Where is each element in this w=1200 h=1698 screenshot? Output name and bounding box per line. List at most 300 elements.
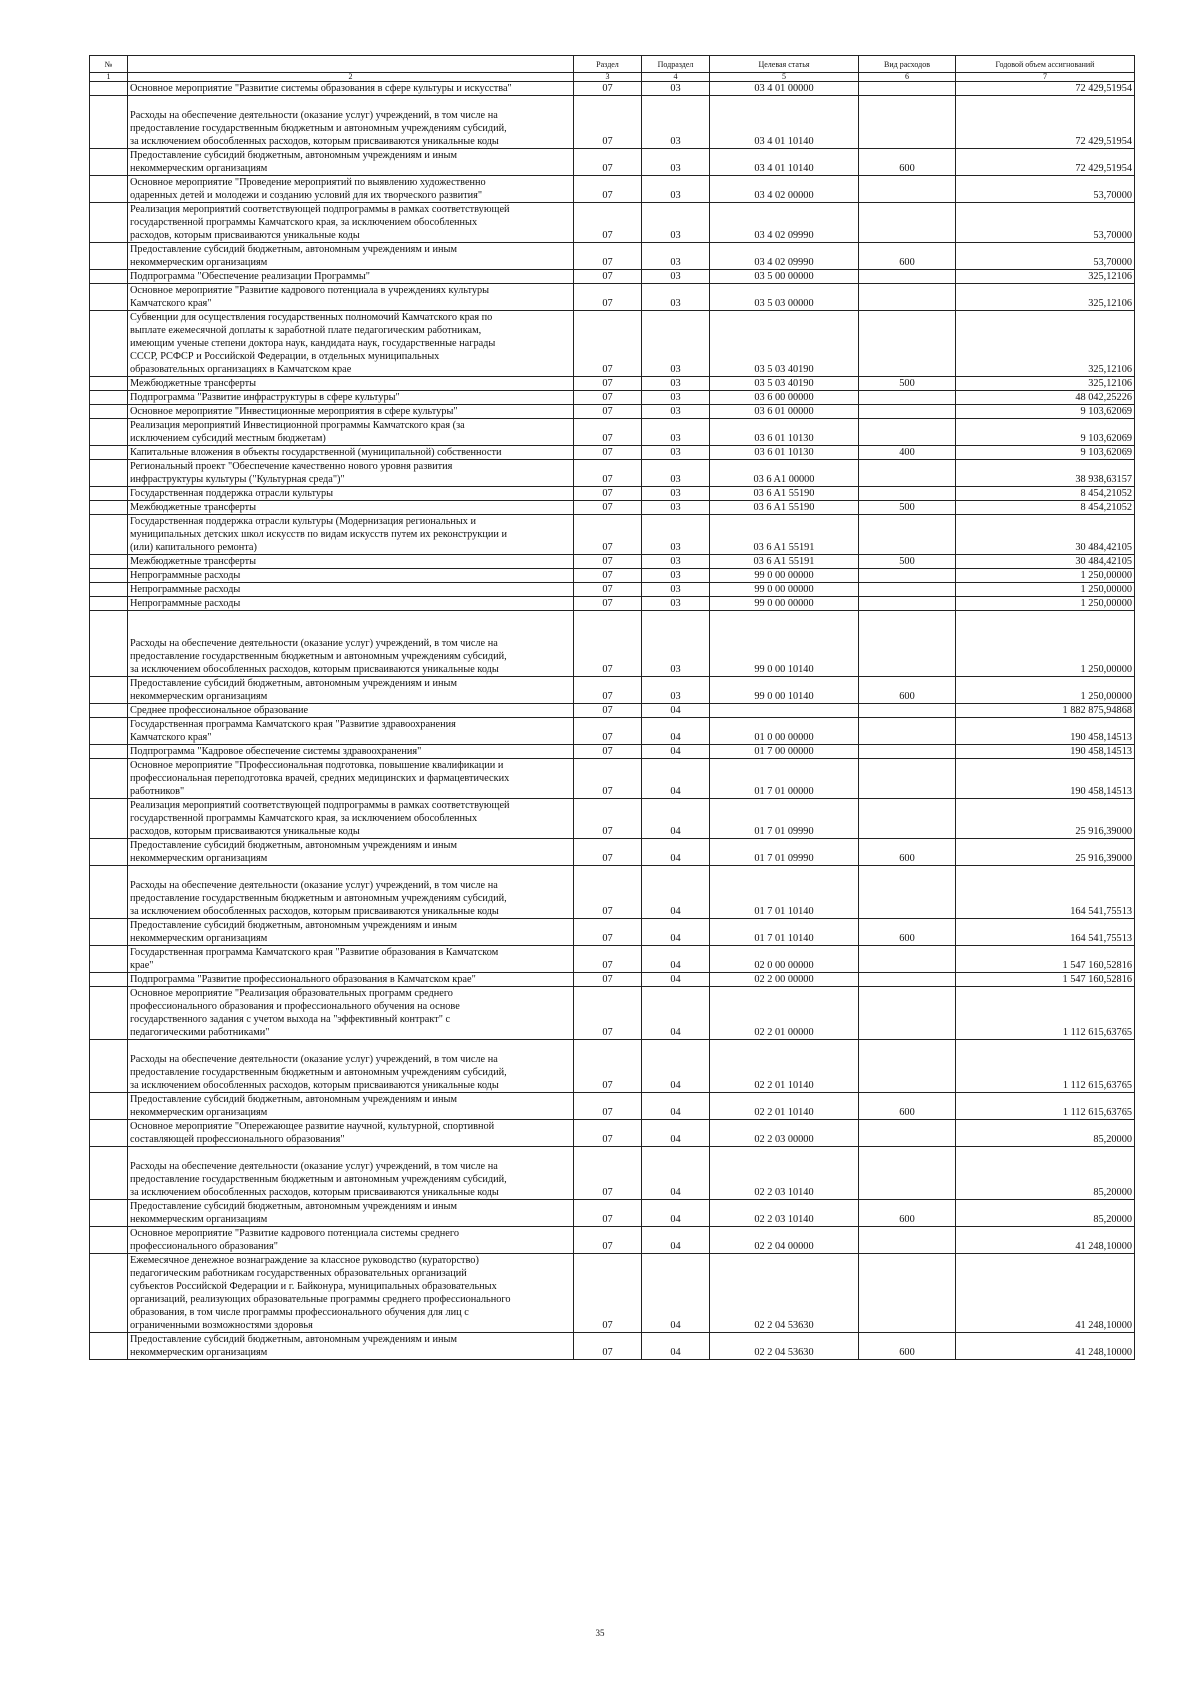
amount-cell: 1 547 160,52816 [956,973,1135,987]
expense-name-cell: Межбюджетные трансферты [128,501,574,515]
table-row [90,311,1135,377]
expense-type-cell: 600 [859,1093,956,1120]
razdel-cell: 07 [574,555,642,569]
table-row [90,1254,1135,1333]
table-row [90,555,1135,569]
expense-type-cell: 500 [859,377,956,391]
table-row [90,704,1135,718]
target-article-cell: 02 2 04 00000 [710,1227,859,1254]
expense-name-cell: Основное мероприятие "Инвестиционные мероприятия в сфере культуры" [128,405,574,419]
podrazdel-cell: 03 [642,501,710,515]
row-number-cell [90,987,128,1040]
target-article-cell: 02 2 04 53630 [710,1254,859,1333]
table-row [90,839,1135,866]
amount-cell: 9 103,62069 [956,446,1135,460]
target-article-cell: 03 6 A1 55190 [710,501,859,515]
table-row [90,759,1135,799]
expense-type-cell: 600 [859,243,956,270]
row-number-cell [90,1147,128,1200]
expense-name-cell: Капитальные вложения в объекты государственной (муниципальной) собственности [128,446,574,460]
amount-cell: 1 547 160,52816 [956,946,1135,973]
razdel-cell: 07 [574,1040,642,1093]
podrazdel-cell: 03 [642,203,710,243]
podrazdel-cell: 04 [642,1093,710,1120]
column-number: 6 [859,73,956,82]
target-article-cell: 03 6 01 00000 [710,405,859,419]
table-row [90,919,1135,946]
amount-cell: 1 112 615,63765 [956,1093,1135,1120]
target-article-cell: 02 2 01 10140 [710,1040,859,1093]
amount-cell: 53,70000 [956,203,1135,243]
expense-type-cell [859,866,956,919]
column-number: 1 [90,73,128,82]
row-number-cell [90,391,128,405]
podrazdel-cell: 04 [642,1254,710,1333]
row-number-cell [90,1040,128,1093]
target-article-cell: 03 6 A1 55190 [710,487,859,501]
table-row [90,270,1135,284]
amount-cell: 164 541,75513 [956,919,1135,946]
row-number-cell [90,405,128,419]
razdel-cell: 07 [574,987,642,1040]
amount-cell: 8 454,21052 [956,501,1135,515]
razdel-cell: 07 [574,611,642,677]
expense-name-cell: Предоставление субсидий бюджетным, автономным учреждениям и иным некоммерческим организациям [128,243,574,270]
podrazdel-cell: 03 [642,391,710,405]
expense-type-cell: 500 [859,555,956,569]
expense-type-cell [859,1120,956,1147]
razdel-cell: 07 [574,311,642,377]
table-row [90,487,1135,501]
razdel-cell: 07 [574,1227,642,1254]
amount-cell: 1 112 615,63765 [956,1040,1135,1093]
row-number-cell [90,611,128,677]
amount-cell: 164 541,75513 [956,866,1135,919]
amount-cell: 1 250,00000 [956,597,1135,611]
expense-type-cell [859,1040,956,1093]
expense-type-cell [859,460,956,487]
podrazdel-cell: 04 [642,973,710,987]
header-target: Целевая статья [710,56,859,73]
target-article-cell: 01 7 01 00000 [710,759,859,799]
podrazdel-cell: 03 [642,176,710,203]
table-row [90,1147,1135,1200]
amount-cell: 1 250,00000 [956,677,1135,704]
table-row [90,82,1135,96]
amount-cell: 1 250,00000 [956,583,1135,597]
expense-type-cell [859,270,956,284]
podrazdel-cell: 04 [642,919,710,946]
amount-cell: 325,12106 [956,377,1135,391]
row-number-cell [90,96,128,149]
target-article-cell: 03 6 A1 55191 [710,555,859,569]
expense-type-cell [859,515,956,555]
expense-name-cell: Основное мероприятие "Проведение мероприятий по выявлению художественно одаренных детей и молодежи и созданию условий для их творческого развития" [128,176,574,203]
row-number-cell [90,311,128,377]
expense-type-cell: 400 [859,446,956,460]
target-article-cell: 03 5 03 00000 [710,284,859,311]
expense-name-cell: Среднее профессиональное образование [128,704,574,718]
podrazdel-cell: 03 [642,515,710,555]
row-number-cell [90,377,128,391]
podrazdel-cell: 04 [642,1333,710,1360]
amount-cell: 85,20000 [956,1200,1135,1227]
expense-name-cell: Подпрограмма "Обеспечение реализации Программы" [128,270,574,284]
razdel-cell: 07 [574,745,642,759]
amount-cell: 30 484,42105 [956,515,1135,555]
page-number: 35 [595,1628,605,1638]
row-number-cell [90,501,128,515]
razdel-cell: 07 [574,677,642,704]
table-row [90,866,1135,919]
table-body [90,82,1135,1360]
table-row [90,515,1135,555]
column-number-row [90,73,1135,82]
expense-type-cell [859,987,956,1040]
expense-name-cell: Предоставление субсидий бюджетным, автономным учреждениям и иным некоммерческим организациям [128,1200,574,1227]
razdel-cell: 07 [574,377,642,391]
razdel-cell: 07 [574,270,642,284]
expense-type-cell [859,583,956,597]
expense-name-cell: Основное мероприятие "Опережающее развитие научной, культурной, спортивной составляющей профессионального образования" [128,1120,574,1147]
amount-cell: 1 112 615,63765 [956,987,1135,1040]
row-number-cell [90,745,128,759]
expense-name-cell: Предоставление субсидий бюджетным, автономным учреждениям и иным некоммерческим организациям [128,839,574,866]
expense-name-cell: Расходы на обеспечение деятельности (оказание услуг) учреждений, в том числе на предоставление государственным бюджетным и автономным учреждениям субсидий, за исключением обособленных расходов, которым присваиваются уникальные коды [128,1040,574,1093]
expense-type-cell [859,745,956,759]
amount-cell: 325,12106 [956,311,1135,377]
target-article-cell: 01 7 00 00000 [710,745,859,759]
expense-name-cell: Расходы на обеспечение деятельности (оказание услуг) учреждений, в том числе на предоставление государственным бюджетным и автономным учреждениям субсидий, за исключением обособленных расходов, которым присваиваются уникальные коды [128,1147,574,1200]
target-article-cell: 03 4 01 00000 [710,82,859,96]
expense-name-cell: Межбюджетные трансферты [128,555,574,569]
target-article-cell: 03 4 02 09990 [710,203,859,243]
razdel-cell: 07 [574,284,642,311]
razdel-cell: 07 [574,1200,642,1227]
expense-name-cell: Субвенции для осуществления государственных полномочий Камчатского края по выплате ежемесячной доплаты к заработной плате педагогическим работникам, имеющим ученые степени доктора наук, кандидата наук, государственные награды СССР, РСФСР и Российской Федерации, в отдельных муниципальных образовательных организациях в Камчатском крае [128,311,574,377]
table-row [90,611,1135,677]
amount-cell: 48 042,25226 [956,391,1135,405]
amount-cell: 1 250,00000 [956,569,1135,583]
table-row [90,243,1135,270]
razdel-cell: 07 [574,946,642,973]
razdel-cell: 07 [574,919,642,946]
expense-type-cell [859,419,956,446]
row-number-cell [90,82,128,96]
table-row [90,391,1135,405]
amount-cell: 8 454,21052 [956,487,1135,501]
expense-type-cell [859,611,956,677]
expense-type-cell [859,759,956,799]
target-article-cell: 03 6 A1 55191 [710,515,859,555]
expense-name-cell: Основное мероприятие "Профессиональная подготовка, повышение квалификации и профессиональная переподготовка врачей, средних медицинских и фармацевтических работников" [128,759,574,799]
amount-cell: 41 248,10000 [956,1254,1135,1333]
razdel-cell: 07 [574,704,642,718]
razdel-cell: 07 [574,149,642,176]
target-article-cell: 03 6 A1 00000 [710,460,859,487]
expense-type-cell [859,1227,956,1254]
razdel-cell: 07 [574,515,642,555]
razdel-cell: 07 [574,799,642,839]
podrazdel-cell: 03 [642,597,710,611]
expense-type-cell [859,311,956,377]
table-row [90,973,1135,987]
razdel-cell: 07 [574,583,642,597]
target-article-cell: 03 4 02 09990 [710,243,859,270]
razdel-cell: 07 [574,446,642,460]
expense-type-cell [859,82,956,96]
target-article-cell: 03 5 00 00000 [710,270,859,284]
amount-cell: 41 248,10000 [956,1333,1135,1360]
razdel-cell: 07 [574,597,642,611]
razdel-cell: 07 [574,419,642,446]
column-number: 2 [128,73,574,82]
target-article-cell: 03 5 03 40190 [710,377,859,391]
amount-cell: 38 938,63157 [956,460,1135,487]
table-row [90,419,1135,446]
amount-cell: 190 458,14513 [956,745,1135,759]
target-article-cell: 03 4 01 10140 [710,96,859,149]
row-number-cell [90,718,128,745]
row-number-cell [90,149,128,176]
expense-type-cell [859,704,956,718]
expense-type-cell: 600 [859,1333,956,1360]
table-row [90,718,1135,745]
podrazdel-cell: 03 [642,583,710,597]
podrazdel-cell: 03 [642,569,710,583]
podrazdel-cell: 04 [642,866,710,919]
header-name [128,56,574,73]
expense-name-cell: Государственная поддержка отрасли культуры [128,487,574,501]
podrazdel-cell: 04 [642,1120,710,1147]
razdel-cell: 07 [574,839,642,866]
expense-type-cell [859,569,956,583]
target-article-cell: 99 0 00 00000 [710,597,859,611]
razdel-cell: 07 [574,391,642,405]
expense-name-cell: Предоставление субсидий бюджетным, автономным учреждениям и иным некоммерческим организациям [128,149,574,176]
row-number-cell [90,946,128,973]
podrazdel-cell: 04 [642,987,710,1040]
table-row [90,987,1135,1040]
amount-cell: 85,20000 [956,1147,1135,1200]
podrazdel-cell: 03 [642,149,710,176]
target-article-cell: 01 7 01 09990 [710,799,859,839]
row-number-cell [90,759,128,799]
target-article-cell: 99 0 00 10140 [710,611,859,677]
table-row [90,745,1135,759]
table-row [90,583,1135,597]
expense-name-cell: Расходы на обеспечение деятельности (оказание услуг) учреждений, в том числе на предоставление государственным бюджетным и автономным учреждениям субсидий, за исключением обособленных расходов, которым присваиваются уникальные коды [128,611,574,677]
row-number-cell [90,203,128,243]
podrazdel-cell: 03 [642,377,710,391]
row-number-cell [90,704,128,718]
expense-type-cell [859,96,956,149]
expense-type-cell [859,1254,956,1333]
expense-type-cell [859,597,956,611]
amount-cell: 25 916,39000 [956,799,1135,839]
table-row [90,1093,1135,1120]
podrazdel-cell: 04 [642,839,710,866]
target-article-cell: 02 2 03 00000 [710,1120,859,1147]
amount-cell: 72 429,51954 [956,82,1135,96]
amount-cell: 190 458,14513 [956,759,1135,799]
expense-name-cell: Подпрограмма "Развитие инфраструктуры в сфере культуры" [128,391,574,405]
amount-cell: 1 882 875,94868 [956,704,1135,718]
table-row [90,460,1135,487]
razdel-cell: 07 [574,1093,642,1120]
expense-name-cell: Предоставление субсидий бюджетным, автономным учреждениям и иным некоммерческим организациям [128,677,574,704]
row-number-cell [90,1333,128,1360]
row-number-cell [90,460,128,487]
row-number-cell [90,555,128,569]
razdel-cell: 07 [574,718,642,745]
table-row [90,149,1135,176]
table-row [90,405,1135,419]
row-number-cell [90,973,128,987]
expense-name-cell: Государственная программа Камчатского края "Развитие здравоохранения Камчатского края" [128,718,574,745]
target-article-cell: 01 7 01 09990 [710,839,859,866]
amount-cell: 9 103,62069 [956,419,1135,446]
target-article-cell: 02 2 00 00000 [710,973,859,987]
amount-cell: 325,12106 [956,270,1135,284]
row-number-cell [90,799,128,839]
expense-name-cell: Непрограммные расходы [128,597,574,611]
header-amount: Годовой объем ассигнований [956,56,1135,73]
row-number-cell [90,446,128,460]
expense-name-cell: Подпрограмма "Кадровое обеспечение системы здравоохранения" [128,745,574,759]
row-number-cell [90,919,128,946]
razdel-cell: 07 [574,405,642,419]
podrazdel-cell: 03 [642,82,710,96]
expense-type-cell [859,1147,956,1200]
target-article-cell: 02 2 03 10140 [710,1147,859,1200]
table-row [90,203,1135,243]
razdel-cell: 07 [574,759,642,799]
expense-type-cell [859,973,956,987]
row-number-cell [90,1254,128,1333]
amount-cell: 53,70000 [956,243,1135,270]
razdel-cell: 07 [574,460,642,487]
expense-type-cell: 600 [859,839,956,866]
razdel-cell: 07 [574,1120,642,1147]
amount-cell: 85,20000 [956,1120,1135,1147]
razdel-cell: 07 [574,973,642,987]
target-article-cell: 03 5 03 40190 [710,311,859,377]
amount-cell: 30 484,42105 [956,555,1135,569]
expense-name-cell: Предоставление субсидий бюджетным, автономным учреждениям и иным некоммерческим организациям [128,919,574,946]
column-number: 3 [574,73,642,82]
row-number-cell [90,1227,128,1254]
target-article-cell: 02 2 04 53630 [710,1333,859,1360]
podrazdel-cell: 04 [642,718,710,745]
expense-name-cell: Непрограммные расходы [128,583,574,597]
podrazdel-cell: 04 [642,946,710,973]
podrazdel-cell: 04 [642,799,710,839]
razdel-cell: 07 [574,866,642,919]
target-article-cell: 03 4 02 00000 [710,176,859,203]
table-row [90,677,1135,704]
header-number: № [90,56,128,73]
expense-name-cell: Подпрограмма "Развитие профессионального образования в Камчатском крае" [128,973,574,987]
expense-type-cell: 600 [859,1200,956,1227]
expense-name-cell: Региональный проект "Обеспечение качественно нового уровня развития инфраструктуры культуры ("Культурная среда")" [128,460,574,487]
row-number-cell [90,569,128,583]
razdel-cell: 07 [574,203,642,243]
expense-name-cell: Расходы на обеспечение деятельности (оказание услуг) учреждений, в том числе на предоставление государственным бюджетным и автономным учреждениям субсидий, за исключением обособленных расходов, которым присваиваются уникальные коды [128,96,574,149]
table-row [90,946,1135,973]
podrazdel-cell: 03 [642,419,710,446]
expense-type-cell [859,946,956,973]
table-row [90,799,1135,839]
target-article-cell: 01 7 01 10140 [710,866,859,919]
table-row [90,1200,1135,1227]
table-row [90,569,1135,583]
podrazdel-cell: 03 [642,311,710,377]
podrazdel-cell: 04 [642,1040,710,1093]
podrazdel-cell: 04 [642,759,710,799]
row-number-cell [90,284,128,311]
amount-cell: 9 103,62069 [956,405,1135,419]
row-number-cell [90,866,128,919]
podrazdel-cell: 03 [642,270,710,284]
expense-type-cell [859,487,956,501]
expense-type-cell [859,203,956,243]
row-number-cell [90,515,128,555]
razdel-cell: 07 [574,487,642,501]
expense-name-cell: Непрограммные расходы [128,569,574,583]
expense-name-cell: Основное мероприятие "Развитие системы образования в сфере культуры и искусства" [128,82,574,96]
row-number-cell [90,583,128,597]
expense-type-cell [859,284,956,311]
target-article-cell: 01 0 00 00000 [710,718,859,745]
expense-name-cell: Расходы на обеспечение деятельности (оказание услуг) учреждений, в том числе на предоставление государственным бюджетным и автономным учреждениям субсидий, за исключением обособленных расходов, которым присваиваются уникальные коды [128,866,574,919]
expense-name-cell: Предоставление субсидий бюджетным, автономным учреждениям и иным некоммерческим организациям [128,1333,574,1360]
row-number-cell [90,677,128,704]
table-row [90,446,1135,460]
razdel-cell: 07 [574,1254,642,1333]
podrazdel-cell: 03 [642,243,710,270]
expense-type-cell: 600 [859,677,956,704]
budget-table [89,55,1135,1360]
razdel-cell: 07 [574,243,642,270]
expense-name-cell: Основное мероприятие "Развитие кадрового потенциала в учреждениях культуры Камчатского края" [128,284,574,311]
podrazdel-cell: 03 [642,405,710,419]
expense-type-cell [859,391,956,405]
podrazdel-cell: 04 [642,1147,710,1200]
expense-type-cell: 600 [859,149,956,176]
row-number-cell [90,597,128,611]
target-article-cell: 02 2 01 10140 [710,1093,859,1120]
expense-name-cell: Реализация мероприятий соответствующей подпрограммы в рамках соответствующей государственной программы Камчатского края, за исключением обособленных расходов, которым присваиваются уникальные коды [128,203,574,243]
amount-cell: 190 458,14513 [956,718,1135,745]
razdel-cell: 07 [574,501,642,515]
expense-name-cell: Государственная поддержка отрасли культуры (Модернизация региональных и муниципальных детских школ искусств по видам искусств путем их реконструкции и (или) капитального ремонта) [128,515,574,555]
table-row [90,1333,1135,1360]
row-number-cell [90,839,128,866]
row-number-cell [90,270,128,284]
row-number-cell [90,243,128,270]
row-number-cell [90,176,128,203]
row-number-cell [90,1093,128,1120]
amount-cell: 72 429,51954 [956,96,1135,149]
razdel-cell: 07 [574,82,642,96]
razdel-cell: 07 [574,1147,642,1200]
target-article-cell: 02 2 03 10140 [710,1200,859,1227]
expense-name-cell: Ежемесячное денежное вознаграждение за классное руководство (кураторство) педагогическим работникам государственных образовательных организаций субъектов Российской Федерации и г. Байконура, муниципальных образовательных организаций, реализующих образовательные программы среднего профессионального образования, в том числе программы профессионального обучения для лиц с ограниченными возможностями здоровья [128,1254,574,1333]
target-article-cell: 99 0 00 00000 [710,583,859,597]
razdel-cell: 07 [574,96,642,149]
target-article-cell: 03 6 01 10130 [710,419,859,446]
